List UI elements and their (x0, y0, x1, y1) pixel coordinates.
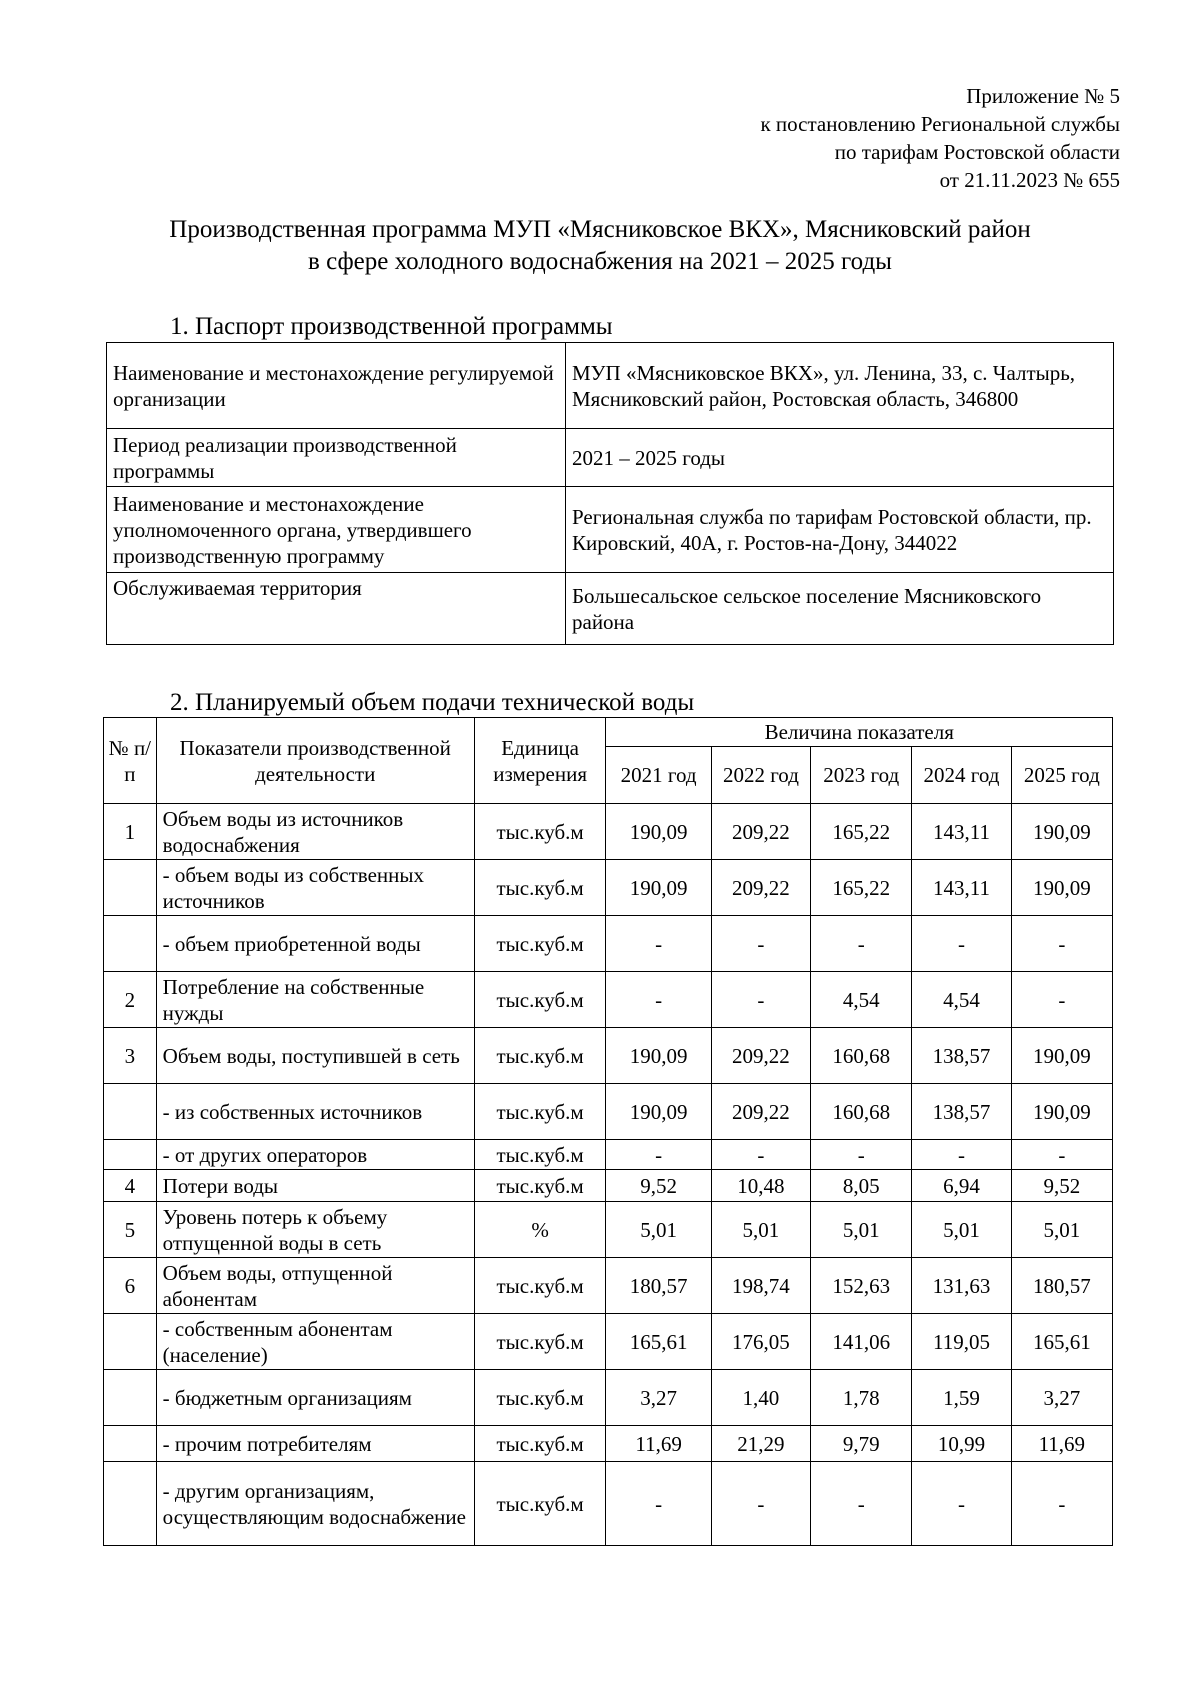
table-row (104, 860, 1113, 916)
table-row (104, 916, 1113, 972)
document-title (0, 214, 1200, 278)
passport-heading: 1. Паспорт производственной программы (170, 313, 613, 340)
row-num: 3 (104, 1028, 157, 1084)
row-num (104, 1084, 157, 1140)
passport-label: Наименование и местонахождение уполномоченного органа, утвердившего производственную программу (107, 487, 566, 573)
row-value: 165,22 (811, 804, 912, 860)
row-num: 5 (104, 1202, 157, 1258)
table-row (104, 804, 1113, 860)
passport-label: Обслуживаемая территория (107, 573, 566, 645)
row-value: 3,27 (606, 1370, 711, 1426)
table-row (104, 1084, 1113, 1140)
row-indicator: Объем воды из источников водоснабжения (156, 804, 474, 860)
passport-value: 2021 – 2025 годы (566, 429, 1114, 487)
table-row (107, 343, 1114, 429)
row-indicator: - объем воды из собственных источников (156, 860, 474, 916)
row-value: 152,63 (811, 1258, 912, 1314)
row-value: 190,09 (1011, 804, 1112, 860)
table-row (104, 1258, 1113, 1314)
row-num (104, 916, 157, 972)
table-row (104, 1314, 1113, 1370)
row-value: 180,57 (1011, 1258, 1112, 1314)
table-row (104, 1426, 1113, 1462)
passport-value: Большесальское сельское поселение Мясниковского района (566, 573, 1114, 645)
row-value: 198,74 (711, 1258, 810, 1314)
row-unit: тыс.куб.м (474, 972, 606, 1028)
row-value: 165,22 (811, 860, 912, 916)
row-value: 119,05 (912, 1314, 1011, 1370)
table-header-row (104, 718, 1113, 747)
row-value: 138,57 (912, 1084, 1011, 1140)
row-value: 5,01 (1011, 1202, 1112, 1258)
row-value: 190,09 (606, 860, 711, 916)
row-num: 1 (104, 804, 157, 860)
row-value: 9,79 (811, 1426, 912, 1462)
row-value: - (912, 1462, 1011, 1546)
table-row (107, 573, 1114, 645)
row-num (104, 1462, 157, 1546)
row-unit: тыс.куб.м (474, 1370, 606, 1426)
row-value: 190,09 (606, 1084, 711, 1140)
row-value: - (711, 1140, 810, 1170)
title-line-1: Производственная программа МУП «Мясниковское ВКХ», Мясниковский район (169, 216, 1031, 243)
row-num (104, 1140, 157, 1170)
header-line: к постановлению Региональной службы (760, 112, 1120, 136)
row-unit: % (474, 1202, 606, 1258)
volume-heading: 2. Планируемый объем подачи технической воды (170, 689, 695, 716)
row-indicator: Объем воды, поступившей в сеть (156, 1028, 474, 1084)
row-value: 209,22 (711, 1028, 810, 1084)
row-value: - (811, 1462, 912, 1546)
row-value: 176,05 (711, 1314, 810, 1370)
row-value: 190,09 (606, 804, 711, 860)
volume-table (103, 717, 1113, 1546)
table-row (104, 1202, 1113, 1258)
row-value: 4,54 (811, 972, 912, 1028)
row-value: 209,22 (711, 804, 810, 860)
row-unit: тыс.куб.м (474, 916, 606, 972)
col-header-unit: Единица измерения (474, 718, 606, 804)
row-indicator: - бюджетным организациям (156, 1370, 474, 1426)
row-value: - (912, 916, 1011, 972)
row-value: 5,01 (912, 1202, 1011, 1258)
row-value: 190,09 (1011, 1084, 1112, 1140)
row-value: 11,69 (1011, 1426, 1112, 1462)
title-line-2: в сфере холодного водоснабжения на 2021 – 2025 годы (308, 248, 892, 275)
header-line: Приложение № 5 (966, 84, 1120, 108)
row-unit: тыс.куб.м (474, 1028, 606, 1084)
passport-value: МУП «Мясниковское ВКХ», ул. Ленина, 33, с. Чалтырь, Мясниковский район, Ростовская область, 346800 (566, 343, 1114, 429)
row-unit: тыс.куб.м (474, 1084, 606, 1140)
row-value: 1,59 (912, 1370, 1011, 1426)
row-indicator: Уровень потерь к объему отпущенной воды в сеть (156, 1202, 474, 1258)
col-header-year: 2024 год (912, 747, 1011, 804)
row-value: - (606, 1140, 711, 1170)
row-num (104, 1314, 157, 1370)
row-value: - (711, 916, 810, 972)
row-value: 138,57 (912, 1028, 1011, 1084)
row-indicator: - из собственных источников (156, 1084, 474, 1140)
row-unit: тыс.куб.м (474, 804, 606, 860)
row-value: 9,52 (606, 1170, 711, 1202)
row-value: - (811, 1140, 912, 1170)
table-row (104, 972, 1113, 1028)
row-num: 4 (104, 1170, 157, 1202)
row-value: 5,01 (606, 1202, 711, 1258)
row-value: 5,01 (811, 1202, 912, 1258)
row-value: 160,68 (811, 1084, 912, 1140)
row-value: - (606, 972, 711, 1028)
row-value: 190,09 (1011, 1028, 1112, 1084)
row-value: - (1011, 972, 1112, 1028)
row-value: 9,52 (1011, 1170, 1112, 1202)
row-indicator: - прочим потребителям (156, 1426, 474, 1462)
row-value: 143,11 (912, 860, 1011, 916)
col-header-year: 2025 год (1011, 747, 1112, 804)
row-value: 5,01 (711, 1202, 810, 1258)
row-value: - (1011, 916, 1112, 972)
row-value: - (912, 1140, 1011, 1170)
row-value: 160,68 (811, 1028, 912, 1084)
row-num (104, 1370, 157, 1426)
row-unit: тыс.куб.м (474, 1170, 606, 1202)
header-line: от 21.11.2023 № 655 (939, 168, 1120, 192)
row-value: - (606, 916, 711, 972)
row-value: 10,99 (912, 1426, 1011, 1462)
header-line: по тарифам Ростовской области (834, 140, 1120, 164)
row-value: 143,11 (912, 804, 1011, 860)
row-value: 8,05 (811, 1170, 912, 1202)
row-value: 165,61 (606, 1314, 711, 1370)
row-unit: тыс.куб.м (474, 1462, 606, 1546)
row-value: 21,29 (711, 1426, 810, 1462)
col-header-indicator: Показатели производственной деятельности (156, 718, 474, 804)
row-value: 6,94 (912, 1170, 1011, 1202)
row-num (104, 860, 157, 916)
row-value: 131,63 (912, 1258, 1011, 1314)
row-value: - (711, 1462, 810, 1546)
row-value: 10,48 (711, 1170, 810, 1202)
row-unit: тыс.куб.м (474, 1314, 606, 1370)
row-unit: тыс.куб.м (474, 1140, 606, 1170)
row-value: - (1011, 1140, 1112, 1170)
approval-header (760, 82, 1120, 194)
row-value: 1,78 (811, 1370, 912, 1426)
row-indicator: - собственным абонентам (население) (156, 1314, 474, 1370)
col-header-num: № п/п (104, 718, 157, 804)
row-value: 209,22 (711, 860, 810, 916)
row-indicator: - от других операторов (156, 1140, 474, 1170)
col-header-year: 2023 год (811, 747, 912, 804)
table-row (107, 487, 1114, 573)
row-indicator: Потребление на собственные нужды (156, 972, 474, 1028)
col-header-year: 2021 год (606, 747, 711, 804)
row-unit: тыс.куб.м (474, 1426, 606, 1462)
passport-label: Период реализации производственной программы (107, 429, 566, 487)
row-value: - (711, 972, 810, 1028)
col-header-value-group: Величина показателя (606, 718, 1113, 747)
row-value: 4,54 (912, 972, 1011, 1028)
table-row (104, 1028, 1113, 1084)
row-unit: тыс.куб.м (474, 860, 606, 916)
row-value: - (606, 1462, 711, 1546)
row-indicator: - объем приобретенной воды (156, 916, 474, 972)
row-indicator: Объем воды, отпущенной абонентам (156, 1258, 474, 1314)
row-value: 165,61 (1011, 1314, 1112, 1370)
passport-value: Региональная служба по тарифам Ростовской области, пр. Кировский, 40А, г. Ростов-на-Дону, 344022 (566, 487, 1114, 573)
table-row (104, 1140, 1113, 1170)
row-value: 3,27 (1011, 1370, 1112, 1426)
row-indicator: - другим организациям, осуществляющим водоснабжение (156, 1462, 474, 1546)
col-header-year: 2022 год (711, 747, 810, 804)
row-value: 190,09 (606, 1028, 711, 1084)
row-value: 190,09 (1011, 860, 1112, 916)
row-num: 6 (104, 1258, 157, 1314)
table-row (104, 1462, 1113, 1546)
table-row (104, 1170, 1113, 1202)
passport-table (106, 342, 1114, 645)
table-row (104, 1370, 1113, 1426)
row-value: - (1011, 1462, 1112, 1546)
row-unit: тыс.куб.м (474, 1258, 606, 1314)
row-value: 141,06 (811, 1314, 912, 1370)
row-num: 2 (104, 972, 157, 1028)
table-row (107, 429, 1114, 487)
row-num (104, 1426, 157, 1462)
row-value: 11,69 (606, 1426, 711, 1462)
row-value: 1,40 (711, 1370, 810, 1426)
row-value: 180,57 (606, 1258, 711, 1314)
row-value: 209,22 (711, 1084, 810, 1140)
passport-label: Наименование и местонахождение регулируемой организации (107, 343, 566, 429)
row-value: - (811, 916, 912, 972)
row-indicator: Потери воды (156, 1170, 474, 1202)
